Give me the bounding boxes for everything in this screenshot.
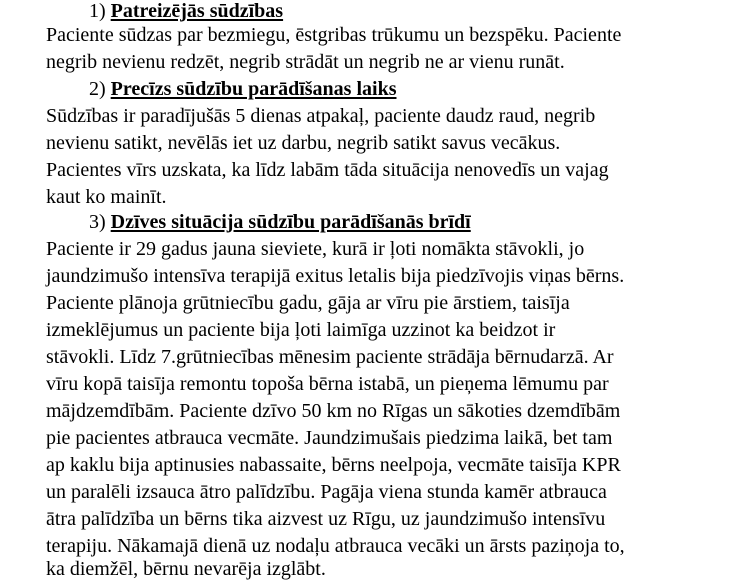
section-3-line-4: izmeklējumus un paciente bija ļoti laimīga uzzinot ka beidzot ir xyxy=(46,319,556,341)
section-1-line-1: Paciente sūdzas par bezmiegu, ēstgribas trūkumu un bezspēku. Paciente xyxy=(46,24,622,46)
section-1-heading xyxy=(89,0,283,22)
section-2-line-3: Pacientes vīrs uzskata, ka līdz labām tāda situācija nenovedīs un vajag xyxy=(46,159,609,181)
section-2-line-2: nevienu satikt, nevēlās iet uz darbu, negrib satikt savus vecākus. xyxy=(46,132,561,154)
section-3-line-6: vīru kopā taisīja remontu topoša bērna istabā, un pieņema lēmumu par xyxy=(46,373,609,395)
section-3-line-8: pie pacientes atbrauca vecmāte. Jaundzimušais piedzima laikā, bet tam xyxy=(46,427,613,449)
section-3-number: 3) xyxy=(89,211,106,233)
section-3-title: Dzīves situācija sūdzību parādīšanās brīdī xyxy=(110,211,471,233)
section-3-line-7: mājdzemdībām. Paciente dzīvo 50 km no Rīgas un sākoties dzemdībām xyxy=(46,400,621,422)
section-2-line-1: Sūdzības ir paradījušās 5 dienas atpakaļ, paciente daudz raud, negrib xyxy=(46,105,596,127)
section-3-line-5: stāvokli. Līdz 7.grūtniecības mēnesim paciente strādāja bērnudarzā. Ar xyxy=(46,346,614,368)
section-3-line-10: un paralēli izsauca ātro palīdzību. Pagāja viena stunda kamēr atbrauca xyxy=(46,481,607,503)
section-1-title: Patreizējās sūdzības xyxy=(110,0,284,22)
section-2-line-4: kaut ko mainīt. xyxy=(46,186,167,208)
section-3-line-2: jaundzimušo intensīva terapijā exitus letalis bija piedzīvojis viņas bērns. xyxy=(46,265,625,287)
section-3-line-13: ka diemžēl, bērnu nevarēja izglābt. xyxy=(46,558,326,580)
section-3-heading xyxy=(89,211,471,233)
section-3-line-9: ap kaklu bija aptinusies nabassaite, bērns neelpoja, vecmāte taisīja KPR xyxy=(46,454,621,476)
section-3-line-12: terapiju. Nākamajā dienā uz nodaļu atbrauca vecāki un ārsts paziņoja to, xyxy=(46,535,625,557)
section-3-line-1: Paciente ir 29 gadus jauna sieviete, kurā ir ļoti nomākta stāvokli, jo xyxy=(46,238,585,260)
section-2-number: 2) xyxy=(89,78,106,100)
section-1-number: 1) xyxy=(89,0,106,22)
section-2-title: Precīzs sūdzību parādīšanas laiks xyxy=(110,78,397,100)
section-2-heading xyxy=(89,78,396,100)
section-3-line-11: ātra palīdzība un bērns tika aizvest uz Rīgu, uz jaundzimušo intensīvu xyxy=(46,508,606,530)
section-1-line-2: negrib nevienu redzēt, negrib strādāt un negrib ne ar vienu runāt. xyxy=(46,51,565,73)
section-3-line-3: Paciente plānoja grūtniecību gadu, gāja ar vīru pie ārstiem, taisīja xyxy=(46,292,570,314)
